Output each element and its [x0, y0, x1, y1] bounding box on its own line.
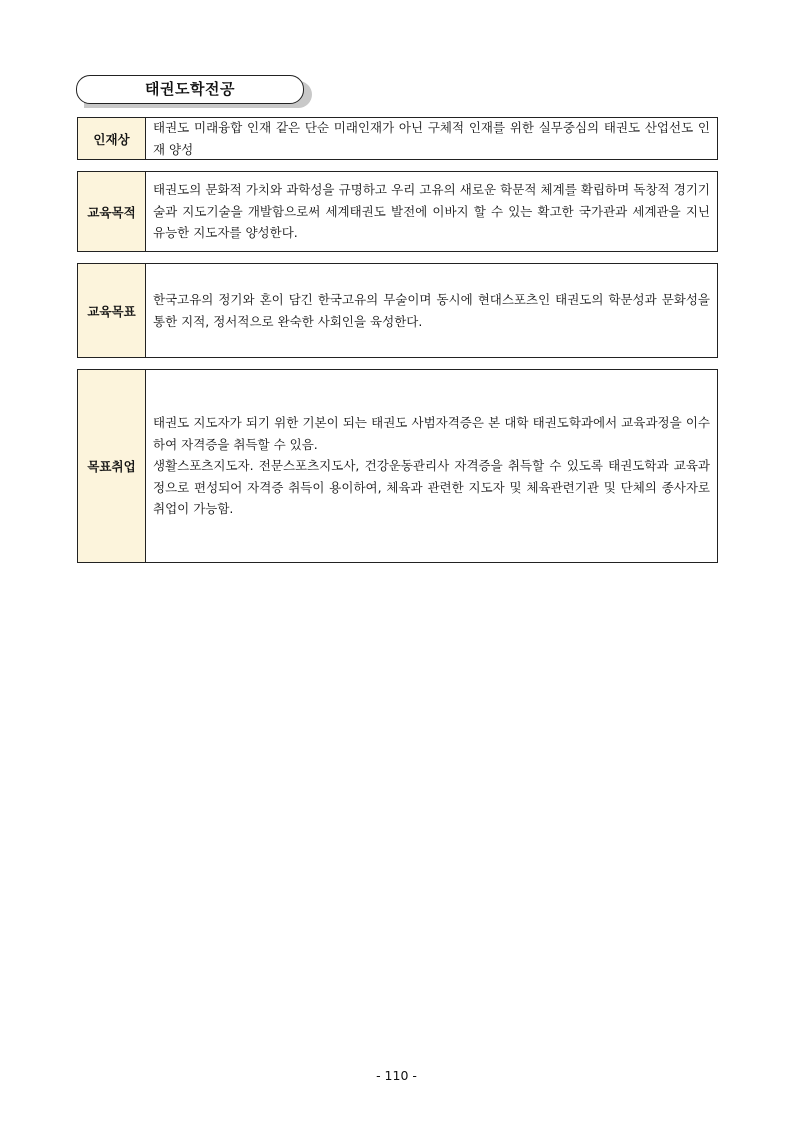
section-text: 태권도의 문화적 가치와 과학성을 규명하고 우리 고유의 새로운 학문적 체계를 확립하며 독창적 경기기술과 지도기술을 개발함으로써 세계태권도 발전에 이바지 할 수 있는 확고한 국가관과 세계관을 지닌 유능한 지도자를 양성한다.: [153, 182, 710, 241]
section-body: [146, 172, 717, 251]
section-edu-goal: [77, 263, 718, 358]
section-label: 교육목적: [78, 172, 146, 251]
section-body: [146, 118, 717, 159]
section-label: 교육목표: [78, 264, 146, 357]
section-label: 인재상: [78, 118, 146, 159]
page-number: - 110 -: [376, 1068, 417, 1083]
section-text: 한국고유의 정기와 혼이 담긴 한국고유의 무술이며 동시에 현대스포츠인 태권도의 학문성과 문화성을 통한 지적, 정서적으로 완숙한 사회인을 육성한다.: [153, 292, 710, 329]
section-text: 태권도 미래융합 인재 같은 단순 미래인재가 아닌 구체적 인재를 위한 실무중심의 태권도 산업선도 인재 양성: [153, 120, 710, 157]
section-body: [146, 264, 717, 357]
section-text: 태권도 지도자가 되기 위한 기본이 되는 태권도 사범자격증은 본 대학 태권도학과에서 교육과정을 이수하여 자격증을 취득할 수 있음.: [153, 415, 710, 452]
section-talent: [77, 117, 718, 160]
section-text-2: 생활스포츠지도자. 전문스포츠지도사, 건강운동관리사 자격증을 취득할 수 있도록 태권도학과 교육과정으로 편성되어 자격증 취득이 용이하여, 체육과 관련한 지도자 및 체육관련기관 및 단체의 종사자로 취업이 가능함.: [153, 458, 710, 517]
section-career: [77, 369, 718, 563]
section-title-tab: [76, 75, 312, 108]
section-edu-purpose: [77, 171, 718, 252]
page-title: 태권도학전공: [76, 75, 304, 104]
section-label: 목표취업: [78, 370, 146, 562]
section-body: [146, 370, 717, 562]
